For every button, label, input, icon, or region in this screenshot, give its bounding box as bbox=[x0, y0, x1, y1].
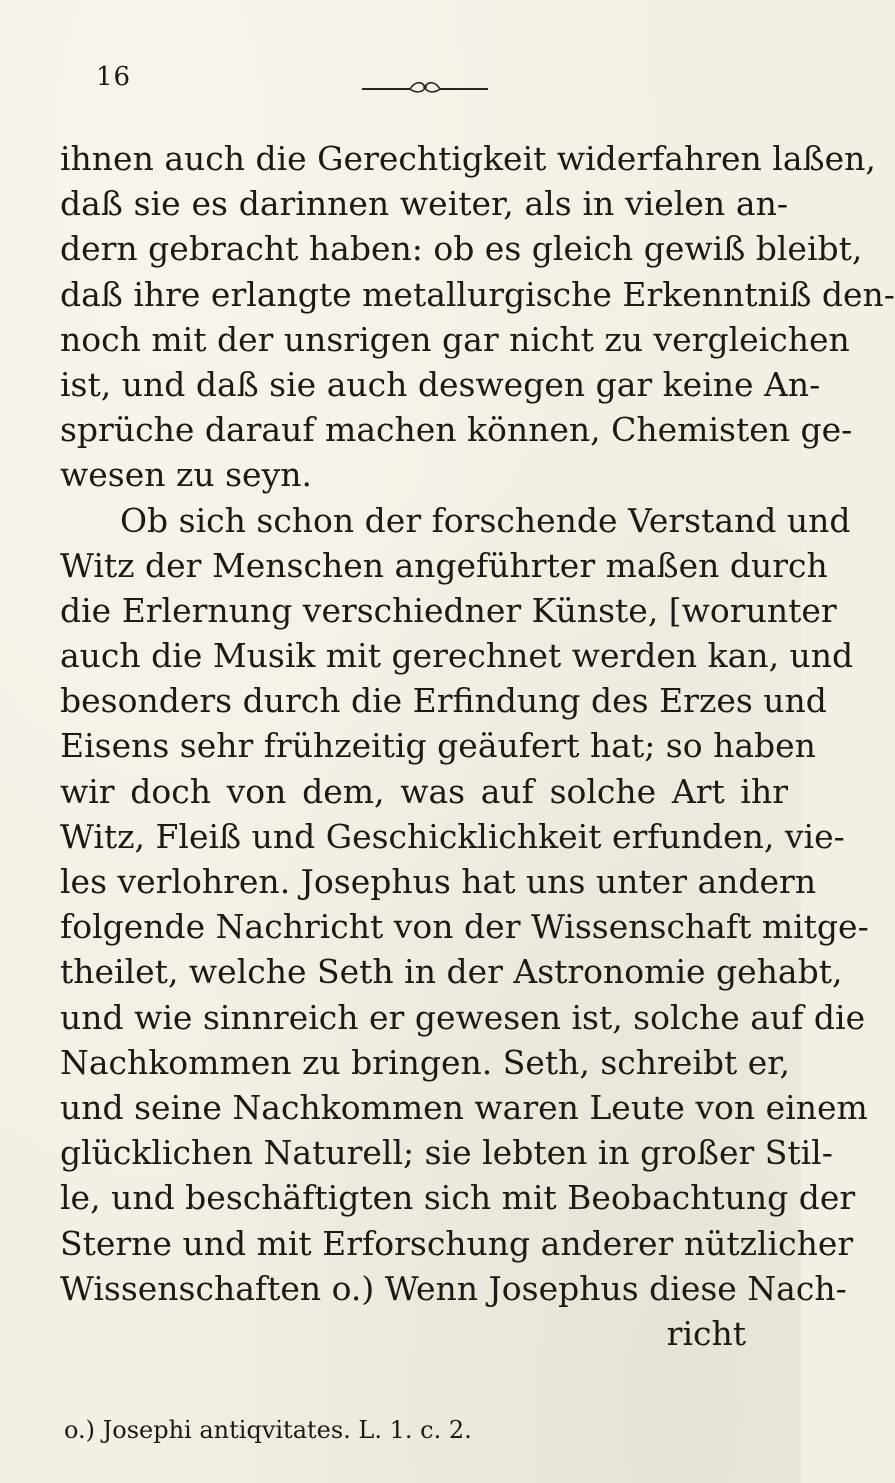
page-number: 16 bbox=[96, 62, 132, 92]
text-line: und seine Nachkommen waren Leute von einem bbox=[60, 1087, 868, 1127]
text-line: daß ihre erlangte metallurgische Erkenntniß den- bbox=[60, 274, 895, 314]
text-line: noch mit der unsrigen gar nicht zu vergleichen bbox=[60, 319, 850, 359]
text-line: glücklichen Naturell; sie lebten in großer Stil- bbox=[60, 1133, 833, 1173]
text-line: Witz der Menschen angeführter maßen durch bbox=[60, 545, 828, 585]
text-line: ist, und daß sie auch deswegen gar keine An- bbox=[60, 364, 821, 404]
text-line: und wie sinnreich er gewesen ist, solche auf die bbox=[60, 997, 866, 1037]
header-ornament-icon bbox=[360, 80, 490, 94]
text-line: ihnen auch die Gerechtigkeit widerfahren laßen, bbox=[60, 139, 876, 178]
text-line: theilet, welche Seth in der Astronomie gehabt, bbox=[60, 952, 843, 992]
catchword: richt bbox=[666, 1313, 746, 1353]
text-line: Eisens sehr frühzeitig geäufert hat; so haben bbox=[60, 726, 816, 766]
text-line: auch die Musik mit gerechnet werden kan, und bbox=[60, 636, 854, 676]
text-line: sprüche darauf machen können, Chemisten ge- bbox=[60, 410, 853, 450]
text-line: Sterne und mit Erforschung anderer nützlicher bbox=[60, 1223, 854, 1263]
body-text bbox=[60, 136, 895, 1356]
text-line: Witz, Fleiß und Geschicklichkeit erfunden, vie- bbox=[60, 816, 845, 856]
text-line: die Erlernung verschiedner Künste, [worunter bbox=[60, 590, 837, 630]
text-line: dern gebracht haben: ob es gleich gewiß bleibt, bbox=[60, 229, 863, 269]
text-line: besonders durch die Erfindung des Erzes und bbox=[60, 681, 827, 721]
footnote: o.) Josephi antiqvitates. L. 1. c. 2. bbox=[64, 1416, 472, 1444]
text-line: daß sie es darinnen weiter, als in vielen an- bbox=[60, 184, 788, 224]
text-line: wesen zu seyn. bbox=[60, 455, 312, 495]
text-line: Ob sich schon der forschende Verstand und bbox=[120, 500, 851, 540]
text-line: Nachkommen zu bringen. Seth, schreibt er, bbox=[60, 1042, 790, 1082]
text-line: folgende Nachricht von der Wissenschaft mitge- bbox=[60, 907, 869, 947]
text-line: Wissenschaften o.) Wenn Josephus diese Nach- bbox=[60, 1268, 847, 1308]
text-line: le, und beschäftigten sich mit Beobachtung der bbox=[60, 1178, 856, 1218]
text-line: les verlohren. Josephus hat uns unter andern bbox=[60, 862, 817, 901]
text-line: wir doch von dem, was auf solche Art ihr bbox=[60, 771, 788, 811]
